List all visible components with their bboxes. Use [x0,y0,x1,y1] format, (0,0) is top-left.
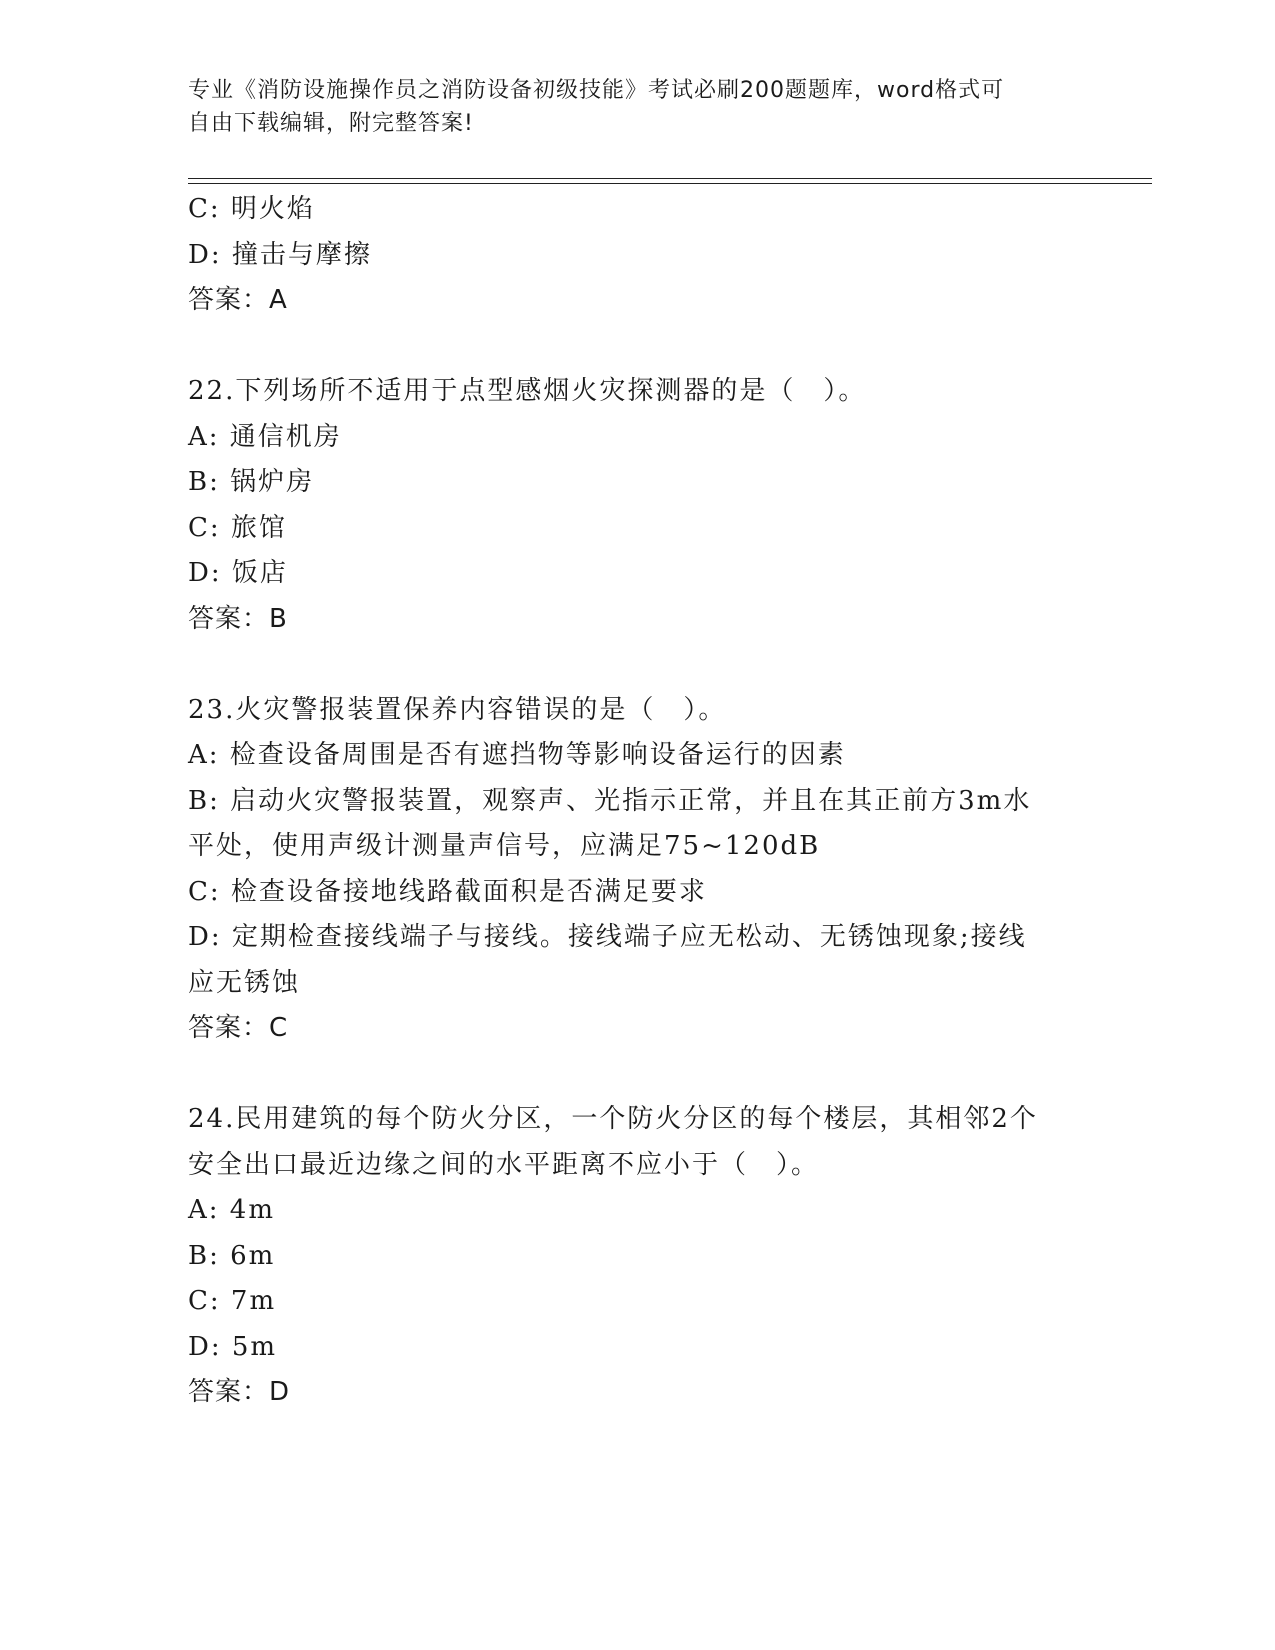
question-23 [188,688,1088,1052]
answer-line: 答案：D [188,1377,291,1407]
answer-line: 答案：B [188,603,288,634]
option-d-continued: 应无锈蚀 [188,967,301,998]
option-b: B: 启动火灾警报装置，观察声、光指示正常，并且在其正前方3m水 [188,785,1032,816]
option-b: B: 6m [188,1240,276,1271]
option-b-continued: 平处，使用声级计测量声信号，应满足75~120dB [188,831,821,861]
option-c: C: 检查设备接地线路截面积是否满足要求 [188,876,707,907]
option-d: D: 5m [188,1331,278,1362]
option-a: A: 通信机房 [188,421,342,452]
answer-line: 答案：C [188,1013,289,1043]
question-stem: 24.民用建筑的每个防火分区，一个防火分区的每个楼层，其相邻2个 [188,1104,1038,1134]
header-divider-bottom [188,183,1152,184]
document-header [188,74,1088,140]
option-a: A: 检查设备周围是否有遮挡物等影响设备运行的因素 [188,740,846,770]
question-stem-continued: 安全出口最近边缘之间的水平距离不应小于（ ）。 [188,1149,820,1180]
answer-line: 答案：A [188,285,288,315]
option-a: A: 4m [188,1195,275,1225]
header-divider-top [188,178,1152,179]
option-d: D: 撞击与摩擦 [188,239,372,270]
header-line-2: 自由下载编辑，附完整答案! [188,111,474,136]
header-line-1: 专业《消防设施操作员之消防设备初级技能》考试必刷200题题库，word格式可 [188,78,1005,103]
question-24 [188,1097,1088,1416]
option-d: D: 饭店 [188,558,288,588]
question-22 [188,369,1088,642]
option-c: C: 旅馆 [188,512,287,543]
option-c: C: 7m [188,1286,277,1316]
document-body [188,187,1088,1416]
option-c: C: 明火焰 [188,194,315,224]
carryover-block [188,187,1088,324]
question-stem: 22.下列场所不适用于点型感烟火灾探测器的是（ ）。 [188,376,867,406]
option-d: D: 定期检查接线端子与接线。接线端子应无松动、无锈蚀现象;接线 [188,922,1027,952]
option-b: B: 锅炉房 [188,467,315,497]
question-stem: 23.火灾警报装置保养内容错误的是（ ）。 [188,694,727,725]
